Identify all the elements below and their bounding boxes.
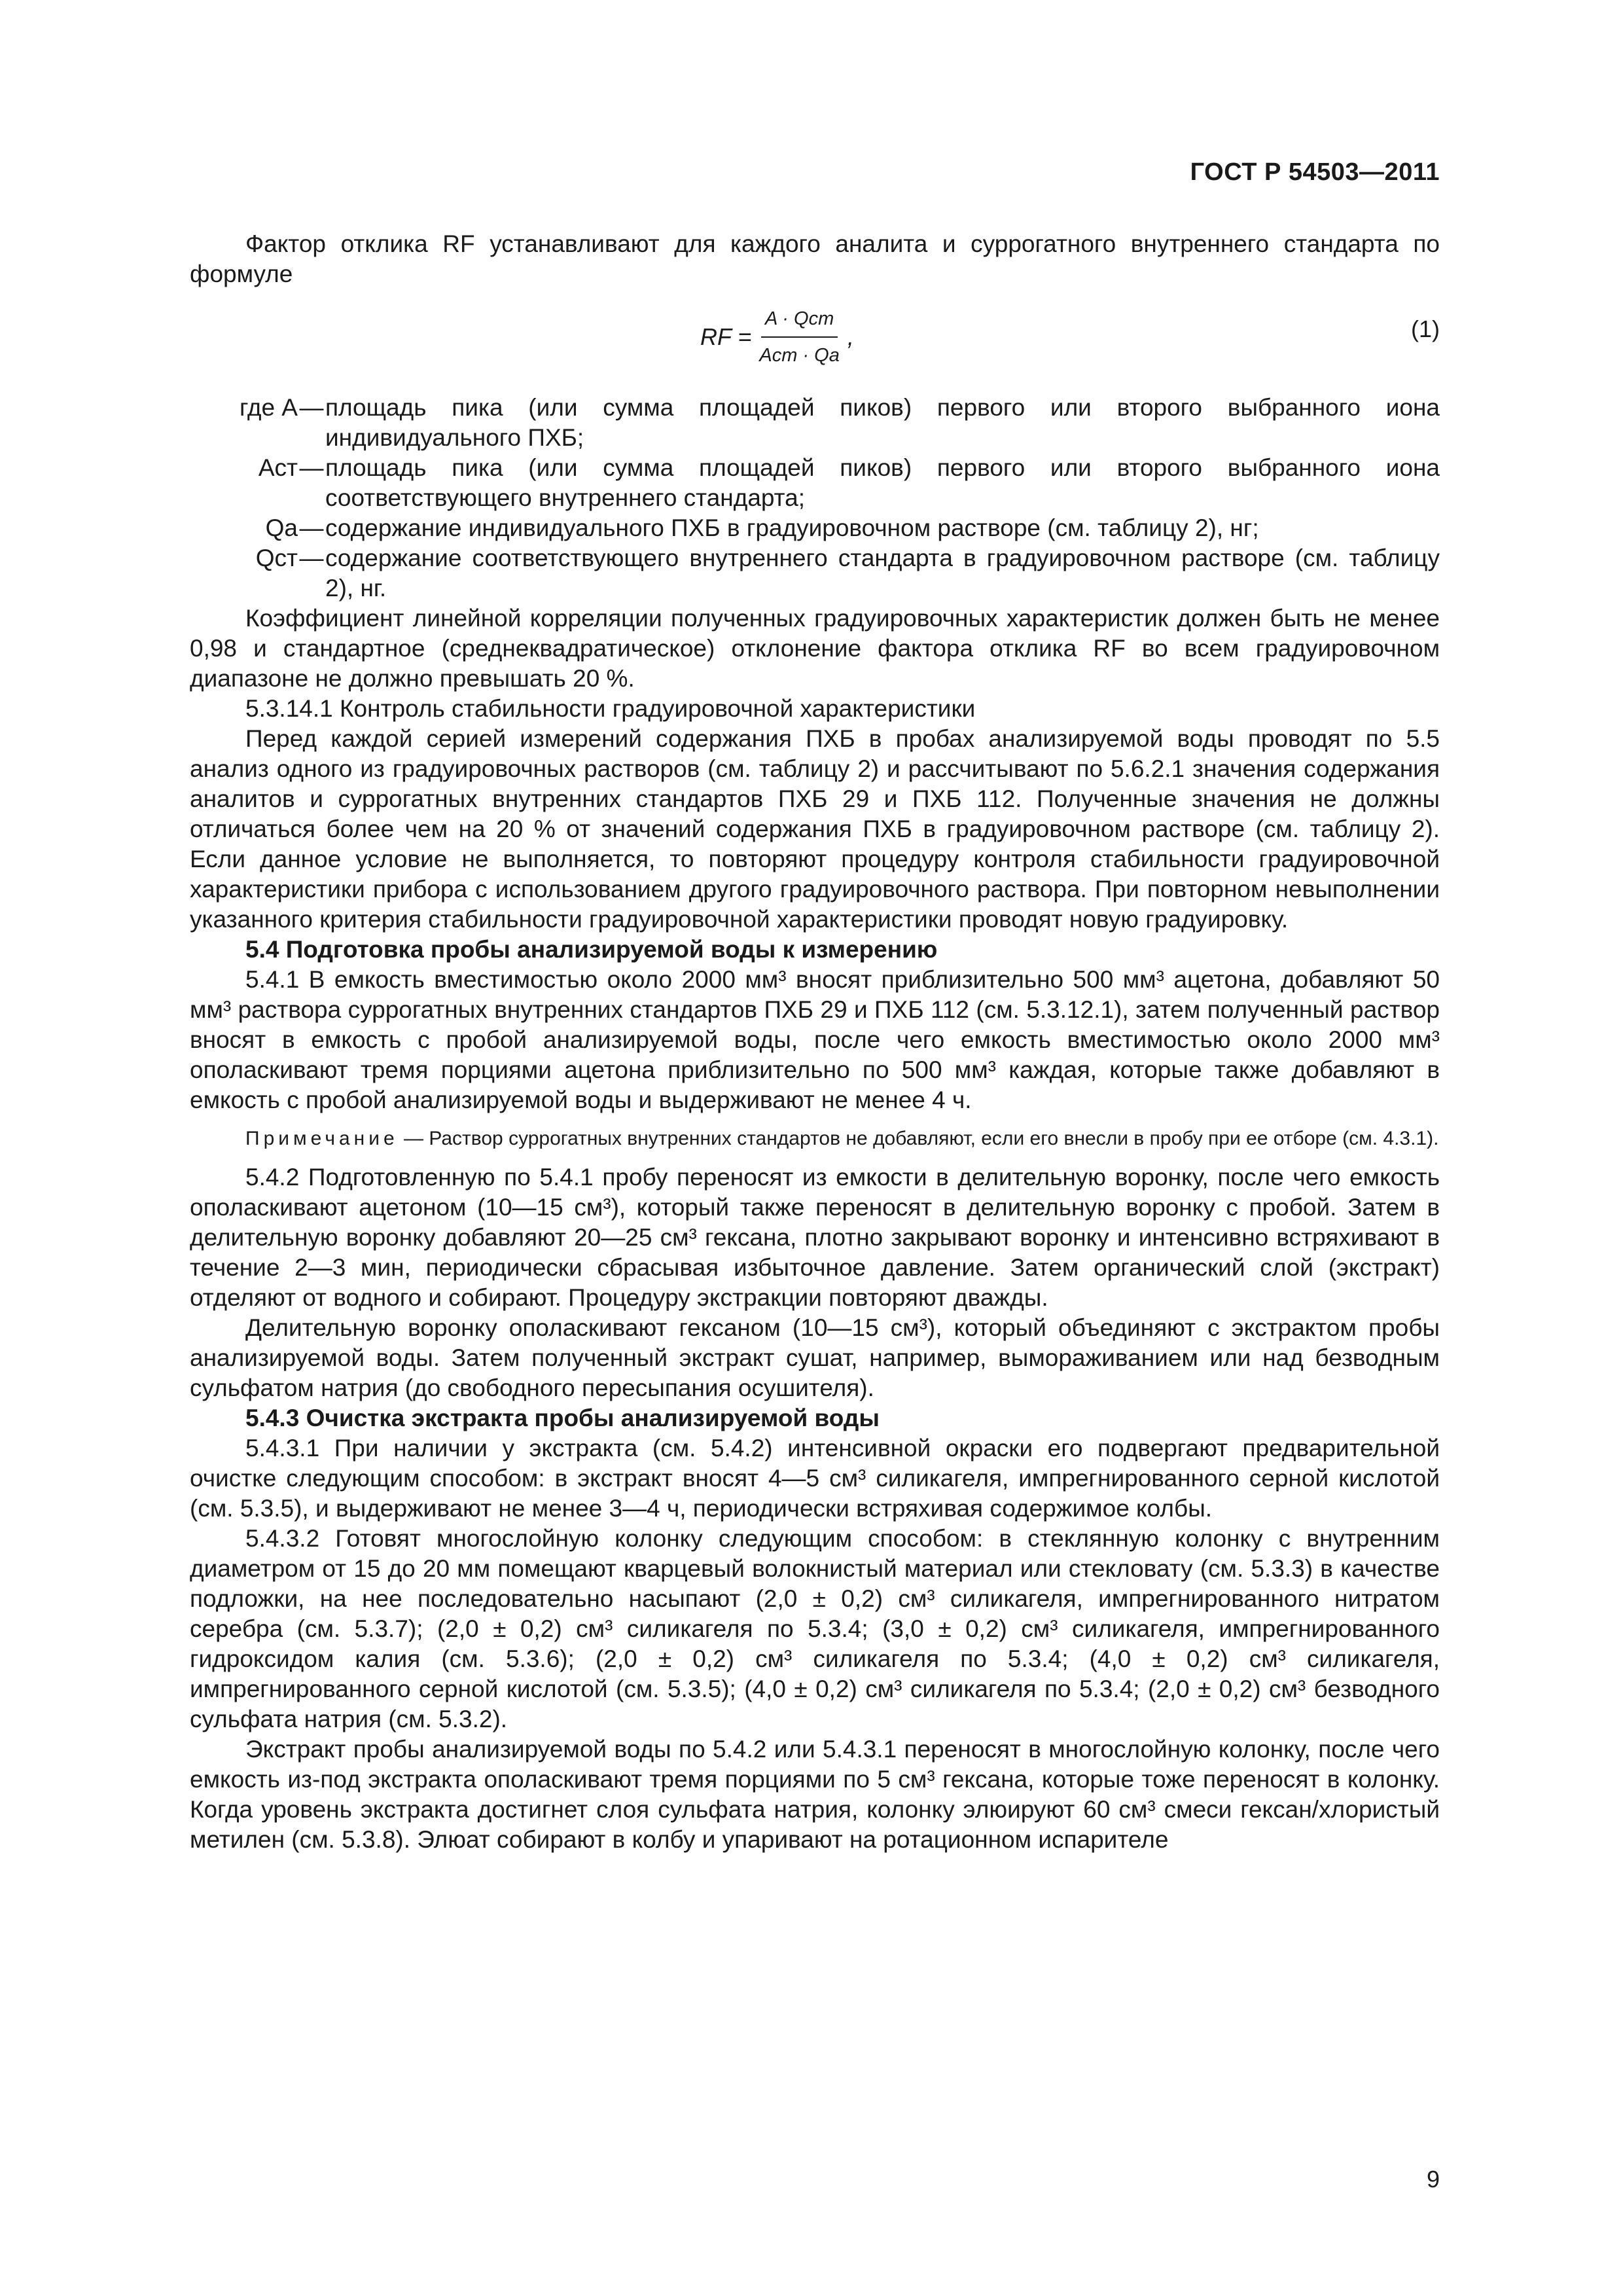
page-number: 9 [1426,2166,1440,2193]
definition-text: содержание индивидуального ПХБ в градуировочном растворе (см. таблицу 2), нг; [325,514,1259,541]
formula-block [190,295,1440,393]
definition-text: содержание соответствующего внутреннего стандарта в градуировочном растворе (см. таблицу 2), нг. [325,545,1440,601]
definition-dash: — [299,394,324,421]
paragraph-5-4-3-1: 5.4.3.1 При наличии у экстракта (см. 5.4.2) интенсивной окраски его подвергают предварительной очистке следующим способом: в экстракт вносят 4—5 см³ силикагеля, импрегнированного серной кислотой (см. 5.3.5), и выдерживают не менее 3—4 ч, периодически встряхивая содержимое колбы. [190,1435,1440,1522]
subsection-title-5-3-14-1: 5.3.14.1 Контроль стабильности градуировочной характеристики [245,695,976,722]
formula-number: (1) [1411,315,1440,342]
definition-dash: — [299,514,324,541]
definition-symbol: Qст [255,545,298,571]
definition-dash: — [299,545,324,571]
formula-denominator: Aст · Qa [759,345,840,366]
note-text: — Раствор суррогатных внутренних стандартов не добавляют, если его внесли в пробу при ее отборе (см. 4.3.1). [398,1128,1439,1149]
definition-text: площадь пика (или сумма площадей пиков) первого или второго выбранного иона соответствующего внутреннего стандарта; [325,454,1440,511]
definition-item [190,543,1440,603]
definition-item [190,393,1440,453]
paragraph-5-4-3-2: 5.4.3.2 Готовят многослойную колонку следующим способом: в стеклянную колонку с внутренним диаметром от 15 до 20 мм помещают кварцевый волокнистый материал или стекловату (см. 5.3.3) в качестве подложки, на нее последовательно насыпают (2,0 ± 0,2) см³ силикагеля, импрегнированного нитратом серебра (см. 5.3.7); (2,0 ± 0,2) см³ силикагеля по 5.3.4; (3,0 ± 0,2) см³ силикагеля, импрегнированного гидроксидом калия (см. 5.3.6); (2,0 ± 0,2) см³ силикагеля по 5.3.4; (4,0 ± 0,2) см³ силикагеля, импрегнированного серной кислотой (см. 5.3.5); (4,0 ± 0,2) см³ силикагеля по 5.3.4; (2,0 ± 0,2) см³ безводного сульфата натрия (см. 5.3.2). [190,1525,1440,1732]
formula-numerator: A · Qст [761,304,838,338]
definition-symbol: Aст [258,454,298,481]
formula-lhs: RF = [700,323,752,350]
note [190,1126,1440,1152]
standard-header: ГОСТ Р 54503—2011 [1190,158,1440,186]
paragraph-stability: Перед каждой серией измерений содержания ПХБ в пробах анализируемой воды проводят по 5.5 анализ одного из градуировочных растворов (см. таблицу 2) и рассчитывают по 5.6.2.1 значения содержания аналитов и суррогатных внутренних стандартов ПХБ 29 и ПХБ 112. Полученные значения не должны отличаться более чем на 20 % от значений содержания ПХБ в градуировочном растворе (см. таблицу 2). Если данное условие не выполняется, то повторяют процедуру контроля стабильности градуировочной характеристики прибора с использованием другого градуировочного раствора. При повторном невыполнении указанного критерия стабильности градуировочной характеристики проводят новую градуировку. [190,725,1440,933]
definition-dash: — [299,454,324,481]
definitions-list [190,393,1440,603]
document-body [190,229,1440,1855]
section-heading-5-4: 5.4 Подготовка пробы анализируемой воды к измерению [245,936,938,963]
definition-text: площадь пика (или сумма площадей пиков) первого или второго выбранного иона индивидуального ПХБ; [325,394,1440,451]
formula-intro: Фактор отклика RF устанавливают для каждого аналита и суррогатного внутреннего стандарта по формуле [190,230,1440,287]
section-heading-5-4-3: 5.4.3 Очистка экстракта пробы анализируемой воды [245,1405,880,1431]
formula-comma: , [847,323,854,350]
paragraph-funnel: Делительную воронку ополаскивают гексаном (10—15 см³), который объединяют с экстрактом пробы анализируемой воды. Затем полученный экстракт сушат, например, вымораживанием или над безводным сульфатом натрия (до свободного пересыпания осушителя). [190,1314,1440,1401]
definition-symbol: где A [240,394,298,421]
note-label: Примечание [245,1128,399,1149]
paragraph-extract: Экстракт пробы анализируемой воды по 5.4.2 или 5.4.3.1 переносят в многослойную колонку, после чего емкость из-под экстракта ополаскивают тремя порциями по 5 см³ гексана, которые тоже переносят в колонку. Когда уровень экстракта достигнет слоя сульфата натрия, колонку элюируют 60 см³ смеси гексан/хлористый метилен (см. 5.3.8). Элюат собирают в колбу и упаривают на ротационном испарителе [190,1736,1440,1853]
document-page [190,0,1440,2296]
formula-fraction [755,304,843,370]
paragraph-5-4-2: 5.4.2 Подготовленную по 5.4.1 пробу переносят из емкости в делительную воронку, после чего емкость ополаскивают ацетоном (10—15 см³), который также переносят в делительную воронку с пробой. Затем в делительную воронку добавляют 20—25 см³ гексана, плотно закрывают воронку и интенсивно встряхивают в течение 2—3 мин, периодически сбрасывая избыточное давление. Затем органический слой (экстракт) отделяют от водного и собирают. Процедуру экстракции повторяют дважды. [190,1164,1440,1311]
definition-item [190,453,1440,513]
definition-symbol: Qa [265,514,298,541]
definition-item [190,513,1440,543]
paragraph-5-4-1: 5.4.1 В емкость вместимостью около 2000 мм³ вносят приблизительно 500 мм³ ацетона, добавляют 50 мм³ раствора суррогатных внутренних стандартов ПХБ 29 и ПХБ 112 (см. 5.3.12.1), затем полученный раствор вносят в емкость с пробой анализируемой воды, после чего емкость вместимостью около 2000 мм³ ополаскивают тремя порциями ацетона приблизительно по 500 мм³ каждая, которые также добавляют в емкость с пробой анализируемой воды и выдерживают не менее 4 ч. [190,966,1440,1113]
rf-formula [700,304,854,370]
paragraph-correlation: Коэффициент линейной корреляции полученных градуировочных характеристик должен быть не менее 0,98 и стандартное (среднеквадратическое) отклонение фактора отклика RF во всем градуировочном диапазоне не должно превышать 20 %. [190,605,1440,692]
